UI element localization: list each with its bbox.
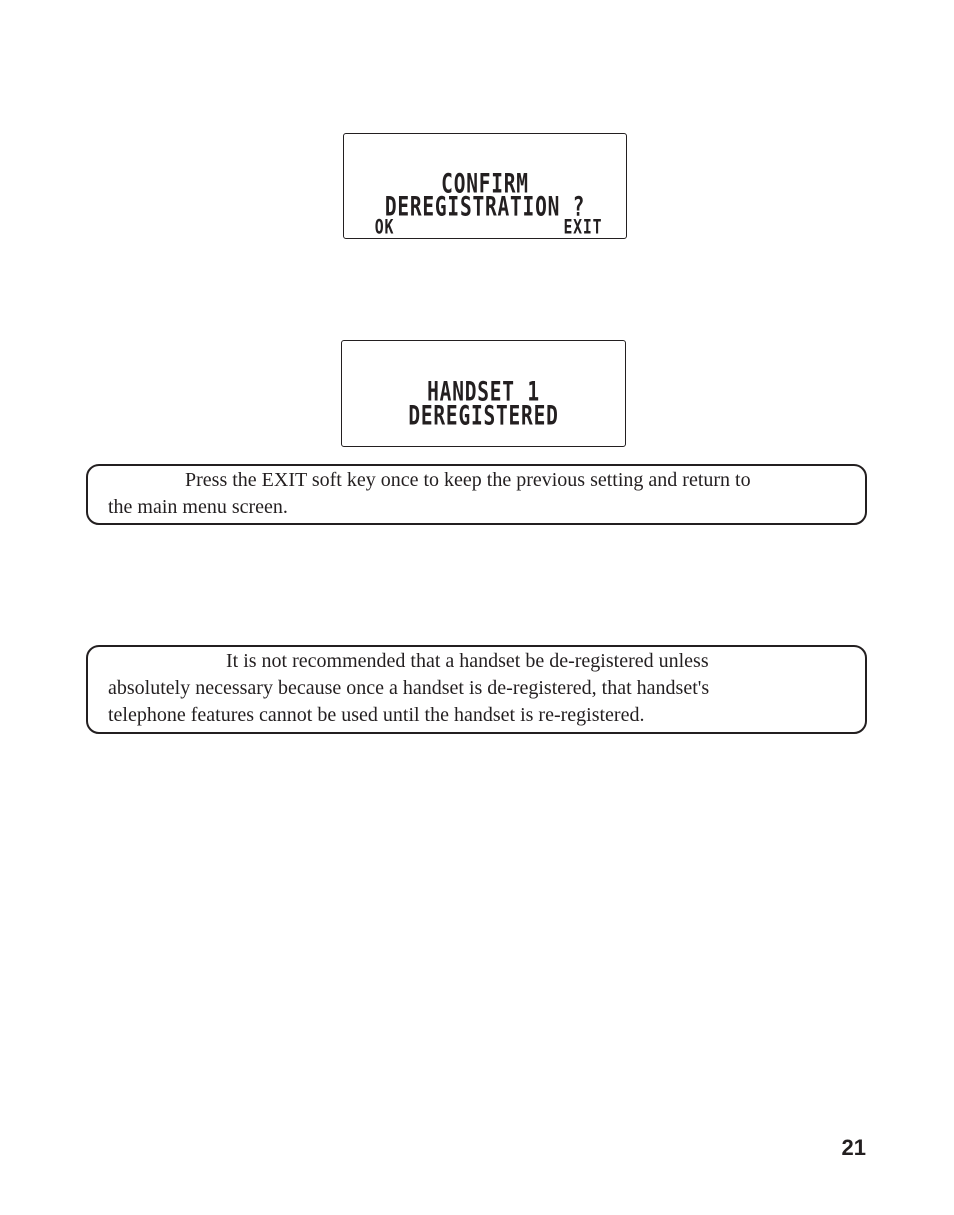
note-caution-line-3: telephone features cannot be used until the handset is re-registered.: [108, 704, 645, 726]
lcd-line-deregistered: DEREGISTERED: [408, 399, 559, 432]
lcd-softkey-ok: OK: [374, 215, 395, 239]
note-caution-line-2: absolutely necessary because once a handset is de-registered, that handset's: [108, 677, 710, 699]
note-exit-line-1: Press the EXIT soft key once to keep the previous setting and return to: [185, 469, 751, 491]
note-caution-line-1: It is not recommended that a handset be de-registered unless: [226, 650, 709, 672]
lcd-line-deregistration: DEREGISTRATION ?: [384, 190, 586, 223]
note-box-exit: [86, 464, 867, 525]
lcd-softkey-exit: EXIT: [563, 215, 603, 239]
page-number: 21: [841, 1135, 866, 1160]
note-box-caution: [86, 645, 867, 734]
lcd-handset-deregistered: [341, 340, 626, 447]
lcd-line-handset: HANDSET 1: [427, 375, 540, 408]
lcd-line-confirm: CONFIRM: [441, 167, 529, 200]
note-exit-line-2: the main menu screen.: [108, 496, 288, 518]
lcd-confirm-deregistration: [343, 133, 627, 239]
